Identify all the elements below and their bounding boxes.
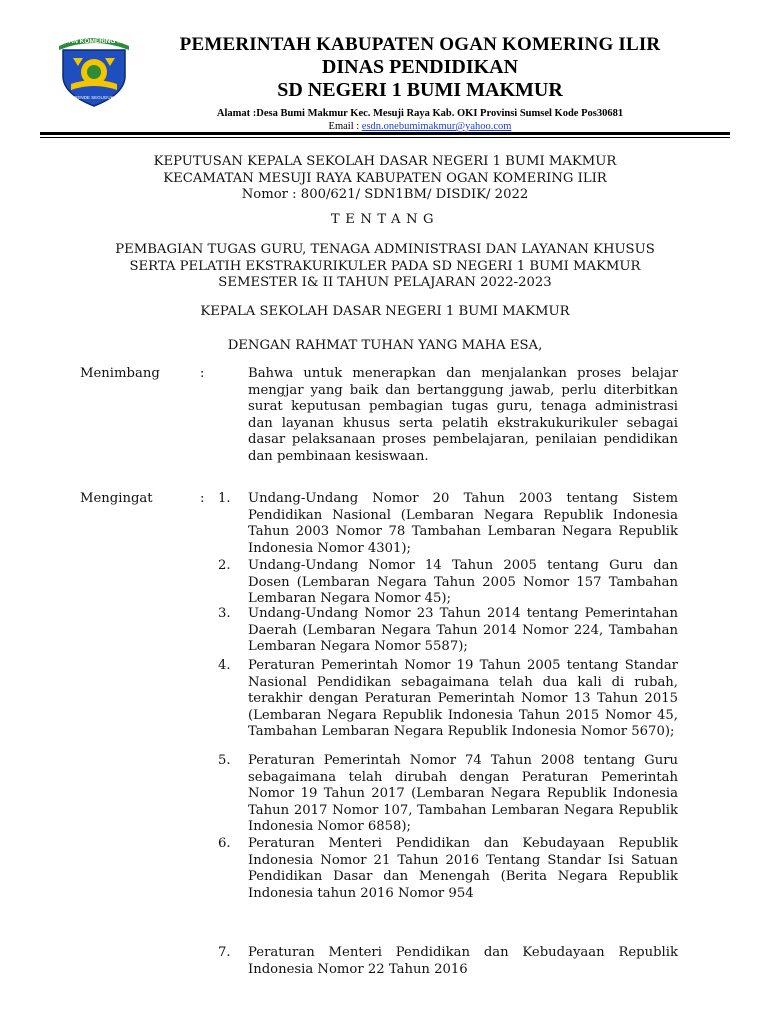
- decree-subject-line2: SERTA PELATIH EKSTRAKURIKULER PADA SD NEGERI 1 BUMI MAKMUR: [129, 258, 641, 274]
- menimbang-text: Bahwa untuk menerapkan dan menjalankan proses belajar mengjar yang baik dan bertanggung jawab, perlu diterbitkan surat keputusan pembagian tugas guru, tenaga administrasi dan layanan khusus serta pelatih ekstrakukurikuler sebagai dasar pelaksanaan proses pembelajaran, penilaian pendidikan dan pembinaan kesiswaan.: [248, 366, 678, 464]
- list-item-number: 5.: [218, 753, 231, 768]
- decree-subject-line1: PEMBAGIAN TUGAS GURU, TENAGA ADMINISTRASI DAN LAYANAN KHUSUS: [115, 242, 655, 257]
- regency-emblem-logo: [49, 28, 139, 108]
- mengingat-colon: :: [200, 491, 205, 506]
- list-item: Undang-Undang Nomor 20 Tahun 2003 tentang Sistem Pendidikan Nasional (Lembaran Negara Republik Indonesia Tahun 2003 Nomor 78 Tambahan Lembaran Negara Republik Indonesia Nomor 4301);: [248, 491, 678, 556]
- logo-motto: BENDE SEGUGUK: [74, 95, 114, 100]
- list-item-number: 6.: [218, 836, 231, 851]
- letterhead-rule-thick: [40, 132, 730, 135]
- list-item: Peraturan Pemerintah Nomor 19 Tahun 2005 tentang Standar Nasional Pendidikan sebagaimana telah dua kali di rubah, terakhir dengan Peraturan Pemerintah Nomor 13 Tahun 2015 (Lembaran Negara Republik Indonesia Tahun 2015 Nomor 45, Tambahan Lembaran Negara Republik Indonesia Nomor 5670);: [248, 658, 678, 739]
- list-item: Peraturan Menteri Pendidikan dan Kebudayaan Republik Indonesia Nomor 22 Tahun 2016: [248, 945, 678, 977]
- letterhead-school: SD NEGERI 1 BUMI MAKMUR: [277, 79, 563, 101]
- headmaster-heading: KEPALA SEKOLAH DASAR NEGERI 1 BUMI MAKMUR: [200, 304, 570, 319]
- list-item: Peraturan Menteri Pendidikan dan Kebudayaan Republik Indonesia Nomor 21 Tahun 2016 Tentang Standar Isi Satuan Pendidikan Dasar dan Menengah (Berita Negara Republik Indonesia tahun 2016 Nomor 954: [248, 836, 678, 901]
- decree-subject-line3: SEMESTER I& II TAHUN PELAJARAN 2022-2023: [218, 275, 552, 290]
- decree-title-line1: KEPUTUSAN KEPALA SEKOLAH DASAR NEGERI 1 BUMI MAKMUR: [153, 154, 617, 169]
- letterhead-office: DINAS PENDIDIKAN: [321, 56, 519, 78]
- list-item: Undang-Undang Nomor 14 Tahun 2005 tentang Guru dan Dosen (Lembaran Negara Tahun 2005 Nomor 157 Tambahan Lembaran Negara Nomor 45);: [248, 558, 678, 606]
- email-label: Email :: [328, 121, 362, 132]
- decree-number: Nomor : 800/621/ SDN1BM/ DISDIK/ 2022: [241, 187, 529, 202]
- list-item-number: 2.: [218, 558, 231, 573]
- menimbang-label: Menimbang: [80, 366, 160, 381]
- list-item: Undang-Undang Nomor 23 Tahun 2014 tentang Pemerintahan Daerah (Lembaran Negara Tahun 2014 Nomor 224, Tambahan Lembaran Negara Nomor 5587);: [248, 606, 678, 654]
- letterhead-government: PEMERINTAH KABUPATEN OGAN KOMERING ILIR: [179, 34, 661, 55]
- blessing-line: DENGAN RAHMAT TUHAN YANG MAHA ESA,: [227, 338, 543, 353]
- list-item-number: 1.: [218, 491, 231, 506]
- list-item-number: 3.: [218, 606, 231, 621]
- logo-text: OGAN KOMERING ILIR: [58, 38, 130, 45]
- list-item-number: 4.: [218, 658, 231, 673]
- mengingat-label: Mengingat: [80, 491, 153, 506]
- letterhead-rule-thin: [40, 137, 730, 138]
- list-item: Peraturan Pemerintah Nomor 74 Tahun 2008 tentang Guru sebagaimana telah dirubah dengan Peraturan Pemerintah Nomor 19 Tahun 2017 (Lembaran Negara Republik Indonesia Tahun 2017 Nomor 107, Tambahan Lembaran Negara Republik Indonesia Nomor 6858);: [248, 753, 678, 834]
- letterhead: [150, 34, 690, 133]
- email-link[interactable]: esdn.onebumimakmur@yahoo.com: [361, 121, 512, 132]
- letterhead-address: Alamat :Desa Bumi Makmur Kec. Mesuji Raya Kab. OKI Provinsi Sumsel Kode Pos30681: [216, 108, 624, 119]
- menimbang-colon: :: [200, 366, 205, 381]
- list-item-number: 7.: [218, 945, 231, 960]
- decree-subject: [60, 242, 710, 292]
- decree-title: [60, 154, 710, 204]
- decree-title-line2: KECAMATAN MESUJI RAYA KABUPATEN OGAN KOMERING ILIR: [163, 170, 607, 186]
- tentang-heading: TENTANG: [330, 212, 440, 227]
